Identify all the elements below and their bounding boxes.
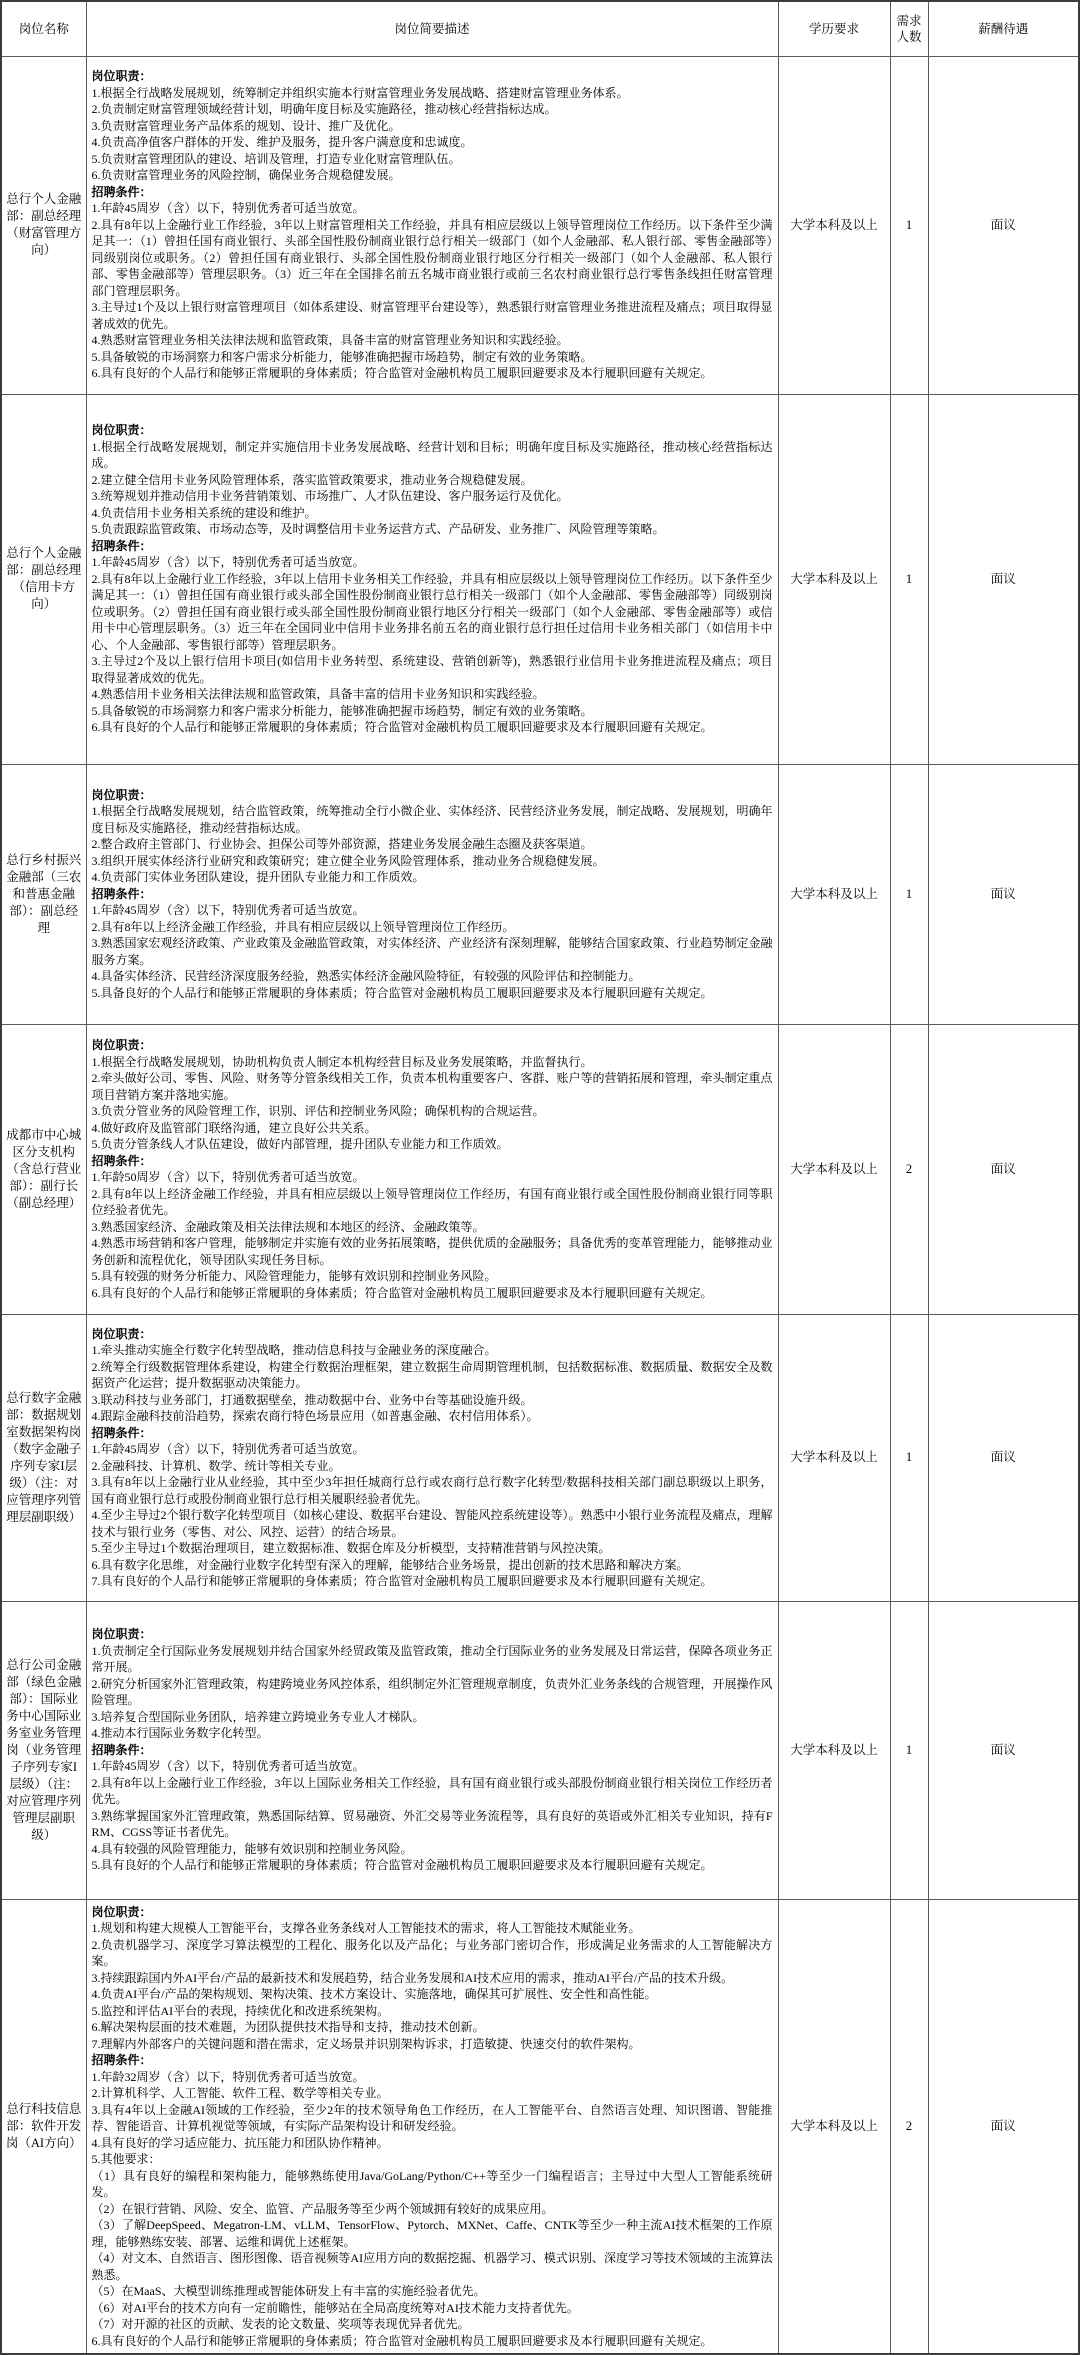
job-name-cell: 总行个人金融部：副总经理（信用卡方向） xyxy=(1,394,86,764)
description-line: （6）对AI平台的技术方向有一定前瞻性，能够站在全局高度统筹对AI技术能力支持者优先。 xyxy=(91,2300,579,2315)
job-description-cell xyxy=(86,1601,778,1899)
description-line: （3）了解DeepSpeed、Megatron-LM、vLLM、TensorFlow、Pytorch、MXNet、Caffe、CNTK等至少一种主流AI技术框架的工作原理，能够熟练安装、部署、运维和调优上述框架。 xyxy=(91,2218,773,2249)
description-line: 4.具备实体经济、民营经济深度服务经验，熟悉实体经济金融风险特征，有较强的风险评估和控制能力。 xyxy=(91,969,641,984)
description-line: 1.规划和构建大规模人工智能平台，支撑各业务条线对人工智能技术的需求，将人工智能技术赋能业务。 xyxy=(91,1921,641,1935)
salary-cell: 面议 xyxy=(928,56,1079,394)
description-line: 5.负责财富管理团队的建设、培训及管理，打造专业化财富管理队伍。 xyxy=(91,151,461,166)
education-cell: 大学本科及以上 xyxy=(778,1899,890,2354)
description-line: 4.做好政府及监管部门联络沟通，建立良好公共关系。 xyxy=(91,1120,377,1135)
table-row xyxy=(1,1601,1079,1899)
description-line: 1.年龄50周岁（含）以下，特别优秀者可适当放宽。 xyxy=(91,1170,365,1184)
description-line: 4.推动本行国际业务数字化转型。 xyxy=(91,1726,269,1741)
job-description-cell xyxy=(86,1899,778,2354)
job-description-cell xyxy=(86,1024,778,1314)
description-line: 2.研究分析国家外汇管理政策，构建跨境业务风控体系，组织制定外汇管理规章制度，负责外汇业务条线的合规管理，开展操作风险管理。 xyxy=(91,1676,773,1708)
job-name-cell: 总行个人金融部：副总经理（财富管理方向） xyxy=(1,56,86,394)
table-row xyxy=(1,1899,1079,2354)
description-line: 2.具有8年以上经济金融工作经验，并具有相应层级以上领导管理岗位工作经历。 xyxy=(91,919,515,934)
job-description-cell xyxy=(86,764,778,1024)
description-line: 6.具有良好的个人品行和能够正常履职的身体素质；符合监管对金融机构员工履职回避要求及本行履职回避有关规定。 xyxy=(91,2333,713,2348)
description-line: 1.负责制定全行国际业务发展规划并结合国家外经贸政策及监管政策，推动全行国际业务的业务发展及日常运营，保障各项业务正常开展。 xyxy=(91,1643,773,1675)
description-line: 3.具有4年以上金融AI领域的工作经验，至少2年的技术领导角色工作经历，在人工智能平台、自然语言处理、知识图谱、智能推荐、智能语音、计算机视觉等领域，有实际产品架构设计和研发经验。 xyxy=(91,2102,773,2133)
education-cell: 大学本科及以上 xyxy=(778,764,890,1024)
salary-cell: 面议 xyxy=(928,394,1079,764)
header-education: 学历要求 xyxy=(778,1,890,56)
description-line: 2.负责制定财富管理领域经营计划，明确年度目标及实施路径，推动核心经营指标达成。 xyxy=(91,102,557,117)
header-position-name: 岗位名称 xyxy=(1,1,86,56)
description-line: 2.建立健全信用卡业务风险管理体系，落实监管政策要求，推动业务合规稳健发展。 xyxy=(91,472,533,487)
job-name-cell: 总行数字金融部：数据规划室数据架构岗（数字金融子序列专家I层级）（注：对应管理序列管理层副职级） xyxy=(1,1314,86,1601)
description-line: 5.至少主导过1个数据治理项目，建立数据标准、数据仓库及分析模型，支持精准营销与风控决策。 xyxy=(91,1541,611,1555)
description-line: 4.负责高净值客户群体的开发、维护及服务，提升客户满意度和忠诚度。 xyxy=(91,135,473,150)
education-cell: 大学本科及以上 xyxy=(778,1601,890,1899)
description-line: 3.培养复合型国际业务团队，培养建立跨境业务专业人才梯队。 xyxy=(91,1709,425,1724)
description-line: 2.统筹全行级数据管理体系建设，构建全行数据治理框架，建立数据生命周期管理机制，包括数据标准、数据质量、数据安全及数据资产化运营；提升数据驱动决策能力。 xyxy=(91,1359,773,1390)
section-label: 岗位职责： xyxy=(91,1326,152,1341)
description-line: 3.组织开展实体经济行业研究和政策研究；建立健全业务风险管理体系，推动业务合规稳健发展。 xyxy=(91,853,605,868)
description-line: 6.负责财富管理业务的风险控制，确保业务合规稳健发展。 xyxy=(91,168,401,183)
job-table-body xyxy=(1,56,1079,2354)
table-row xyxy=(1,1024,1079,1314)
description-line: 5.其他要求： xyxy=(91,2152,161,2166)
salary-cell: 面议 xyxy=(928,1024,1079,1314)
description-line: 1.年龄45周岁（含）以下，特别优秀者可适当放宽。 xyxy=(91,201,365,216)
description-line: 6.具有良好的个人品行和能够正常履职的身体素质；符合监管对金融机构员工履职回避要求及本行履职回避有关规定。 xyxy=(91,366,713,381)
description-line: 4.熟悉信用卡业务相关法律法规和监管政策，具备丰富的信用卡业务知识和实践经验。 xyxy=(91,687,545,702)
description-line: 4.负责AI平台/产品的架构规划、架构决策、技术方案设计、实施落地，确保其可扩展性、安全性和高性能。 xyxy=(91,1987,657,2001)
section-label: 岗位职责： xyxy=(91,69,152,84)
description-line: 5.负责分管条线人才队伍建设，做好内部管理，提升团队专业能力和工作质效。 xyxy=(91,1137,509,1151)
job-description-cell xyxy=(86,1314,778,1601)
education-cell: 大学本科及以上 xyxy=(778,394,890,764)
job-name-cell: 总行乡村振兴金融部（三农和普惠金融部）：副总经理 xyxy=(1,764,86,1024)
description-line: （2）在银行营销、风险、安全、监管、产品服务等至少两个领域拥有较好的成果应用。 xyxy=(91,2201,554,2216)
job-name-cell: 总行公司金融部（绿色金融部）：国际业务中心国际业务室业务管理岗（业务管理子序列专家I层级）（注：对应管理序列管理层副职级） xyxy=(1,1601,86,1899)
description-line: 5.具备良好的个人品行和能够正常履职的身体素质；符合监管对金融机构员工履职回避要求及本行履职回避有关规定。 xyxy=(91,985,713,1000)
description-line: 3.统筹规划并推动信用卡业务营销策划、市场推广、人才队伍建设、客户服务运行及优化。 xyxy=(91,489,569,504)
salary-cell: 面议 xyxy=(928,1601,1079,1899)
description-line: 4.至少主导过2个银行数字化转型项目（如核心建设、数据平台建设、智能风控系统建设等）。熟悉中小银行业务流程及痛点，理解技术与银行业务（零售、对公、风控、运营）的结合场景。 xyxy=(91,1508,773,1539)
section-label: 岗位职责： xyxy=(91,1627,152,1642)
table-row xyxy=(1,764,1079,1024)
description-line: 3.熟悉国家宏观经济政策、产业政策及金融监管政策，对实体经济、产业经济有深刻理解，能够结合国家政策、行业趋势制定金融服务方案。 xyxy=(91,936,773,967)
description-line: 1.根据全行战略发展规划，结合监管政策，统筹推动全行小微企业、实体经济、民营经济业务发展，制定战略、发展规划，明确年度目标及实施路径，推动经营指标达成。 xyxy=(91,804,773,835)
description-line: 5.具备敏锐的市场洞察力和客户需求分析能力，能够准确把握市场趋势，制定有效的业务策略。 xyxy=(91,349,593,364)
salary-cell: 面议 xyxy=(928,1314,1079,1601)
section-label: 招聘条件： xyxy=(91,1153,152,1168)
description-line: 5.监控和评估AI平台的表现，持续优化和改进系统架构。 xyxy=(91,2003,390,2018)
description-line: 2.具有8年以上金融行业工作经验，3年以上财富管理相关工作经验，并具有相应层级以上领导管理岗位工作经历。以下条件至少满足其一：（1）曾担任国有商业银行、头部全国性股份制商业银行总行相关一级部门（如个人金融部、私人银行部、零售金融部等）同级别岗位或职务。（2）曾担任国有商业银行、头部全国性股份制商业银行地区分行相关一级部门（如个人金融部、私人银行部、零售金融部等）管理层职务。（3）近三年在全国排名前五名城市商业银行或前三名农村商业银行总行零售条线担任财富管理部门管理层职务。 xyxy=(91,217,773,298)
description-line: （5）在MaaS、大模型训练推理或智能体研发上有丰富的实施经验者优先。 xyxy=(91,2284,486,2298)
section-label: 岗位职责： xyxy=(91,1038,152,1052)
description-line: 3.具有8年以上金融行业从业经验，其中至少3年担任城商行总行或农商行总行数字化转型/数据科技相关部门副总职级以上职务，国有商业银行总行或股份制商业银行总行相关履职经验者优先。 xyxy=(91,1475,773,1506)
description-line: 3.熟悉国家经济、金融政策及相关法律法规和本地区的经济、金融政策等。 xyxy=(91,1219,485,1234)
job-description-cell xyxy=(86,56,778,394)
description-line: 1.根据全行战略发展规划，协助机构负责人制定本机构经营目标及业务发展策略，并监督执行。 xyxy=(91,1054,593,1069)
education-cell: 大学本科及以上 xyxy=(778,1024,890,1314)
description-line: 1.牵头推动实施全行数字化转型战略，推动信息科技与金融业务的深度融合。 xyxy=(91,1343,497,1357)
description-line: 5.具备敏锐的市场洞察力和客户需求分析能力，能够准确把握市场趋势，制定有效的业务策略。 xyxy=(91,703,593,718)
job-description-cell xyxy=(86,394,778,764)
description-line: 7.具有良好的个人品行和能够正常履职的身体素质；符合监管对金融机构员工履职回避要求及本行履职回避有关规定。 xyxy=(91,1574,713,1588)
description-line: 5.负责跟踪监管政策、市场动态等，及时调整信用卡业务运营方式、产品研发、业务推广、风险管理等策略。 xyxy=(91,522,665,537)
table-row xyxy=(1,1314,1079,1601)
header-headcount: 需求人数 xyxy=(890,1,928,56)
description-line: 3.联动科技与业务部门，打通数据壁垒，推动数据中台、业务中台等基础设施升级。 xyxy=(91,1392,533,1407)
description-line: 3.持续跟踪国内外AI平台/产品的最新技术和发展趋势，结合业务发展和AI技术应用的需求，推动AI平台/产品的技术升级。 xyxy=(91,1970,734,1985)
description-line: （7）对开源的社区的贡献、发表的论文数量、奖项等表现优异者优先。 xyxy=(91,2317,470,2331)
headcount-cell: 1 xyxy=(890,56,928,394)
description-line: 3.负责财富管理业务产品体系的规划、设计、推广及优化。 xyxy=(91,118,401,133)
table-row xyxy=(1,394,1079,764)
description-line: 6.具有数字化思维，对金融行业数字化转型有深入的理解，能够结合业务场景，提出创新的技术思路和解决方案。 xyxy=(91,1557,689,1572)
description-line: 5.具有较强的财务分析能力、风险管理能力，能够有效识别和控制业务风险。 xyxy=(91,1269,497,1283)
education-cell: 大学本科及以上 xyxy=(778,1314,890,1601)
description-line: （4）对文本、自然语言、图形图像、语音视频等AI应用方向的数据挖掘、机器学习、模式识别、深度学习等技术领域的主流算法熟悉。 xyxy=(91,2251,773,2282)
header-row xyxy=(1,1,1079,56)
description-line: 2.具有8年以上金融行业工作经验，3年以上信用卡业务相关工作经验，并具有相应层级以上领导管理岗位工作经历。以下条件至少满足其一：（1）曾担任国有商业银行或头部全国性股份制商业银行总行相关一级部门（如个人金融部、零售金融部等）同级别岗位或职务。（2）曾担任国有商业银行或头部全国性股份制商业银行地区分行相关一级部门（如个人金融部、零售金融部等）或信用卡中心管理层职务。（3）近三年在全国同业中信用卡业务排名前五名的商业银行总行担任过信用卡业务相关部门（如信用卡中心、个人金融部、零售银行部等）管理层职务。 xyxy=(91,571,773,652)
description-line: 1.年龄45周岁（含）以下，特别优秀者可适当放宽。 xyxy=(91,903,365,918)
headcount-cell: 2 xyxy=(890,1024,928,1314)
section-label: 招聘条件： xyxy=(91,886,152,901)
description-line: 3.主导过2个及以上银行信用卡项目(如信用卡业务转型、系统建设、营销创新等)，熟悉银行业信用卡业务推进流程及痛点；项目取得显著成效的优先。 xyxy=(91,654,773,685)
section-label: 招聘条件： xyxy=(91,538,152,553)
description-line: （1）具有良好的编程和架构能力，能够熟练使用Java/GoLang/Python/C++等至少一门编程语言；主导过中大型人工智能系统研发。 xyxy=(91,2168,773,2199)
section-label: 岗位职责： xyxy=(91,787,152,802)
headcount-cell: 1 xyxy=(890,394,928,764)
salary-cell: 面议 xyxy=(928,764,1079,1024)
description-line: 1.年龄32周岁（含）以下，特别优秀者可适当放宽。 xyxy=(91,2069,365,2084)
section-label: 岗位职责： xyxy=(91,1904,152,1919)
description-line: 4.跟踪金融科技前沿趋势，探索农商行特色场景应用（如普惠金融、农村信用体系）。 xyxy=(91,1409,539,1423)
description-line: 4.熟悉市场营销和客户管理，能够制定并实施有效的业务拓展策略，提供优质的金融服务；具备优秀的变革管理能力，能够推动业务创新和流程优化，领导团队实现任务目标。 xyxy=(91,1236,773,1267)
description-line: 3.熟练掌握国家外汇管理政策，熟悉国际结算、贸易融资、外汇交易等业务流程等，具有良好的英语或外汇相关专业知识，持有FRM、CGSS等证书者优先。 xyxy=(91,1808,773,1840)
description-line: 6.具有良好的个人品行和能够正常履职的身体素质；符合监管对金融机构员工履职回避要求及本行履职回避有关规定。 xyxy=(91,1285,713,1300)
description-line: 2.整合政府主管部门、行业协会、担保公司等外部资源，搭建业务发展金融生态圈及获客渠道。 xyxy=(91,837,593,852)
description-line: 4.具有良好的学习适应能力、抗压能力和团队协作精神。 xyxy=(91,2135,389,2150)
job-name-cell: 总行科技信息部：软件开发岗（AI方向） xyxy=(1,1899,86,2354)
description-line: 4.负责信用卡业务相关系统的建设和维护。 xyxy=(91,505,317,520)
header-salary: 薪酬待遇 xyxy=(928,1,1079,56)
section-label: 招聘条件： xyxy=(91,2053,152,2067)
salary-cell: 面议 xyxy=(928,1899,1079,2354)
headcount-cell: 1 xyxy=(890,1601,928,1899)
section-label: 招聘条件： xyxy=(91,1425,152,1440)
description-line: 2.牵头做好公司、零售、风险、财务等分管条线相关工作，负责本机构重要客户、客群、账户等的营销拓展和管理，牵头制定重点项目营销方案并落地实施。 xyxy=(91,1071,773,1102)
description-line: 7.理解内外部客户的关键问题和潜在需求，定义场景并识别架构诉求，打造敏捷、快速交付的软件架构。 xyxy=(91,2036,641,2051)
description-line: 2.负责机器学习、深度学习算法模型的工程化、服务化以及产品化；与业务部门密切合作，形成满足业务需求的人工智能解决方案。 xyxy=(91,1937,773,1968)
description-line: 2.具有8年以上金融行业工作经验，3年以上国际业务相关工作经验，具有国有商业银行或头部股份制商业银行相关岗位工作经历者优先。 xyxy=(91,1775,773,1807)
description-line: 2.计算机科学、人工智能、软件工程、数学等相关专业。 xyxy=(91,2086,389,2100)
description-line: 4.熟悉财富管理业务相关法律法规和监管政策，具备丰富的财富管理业务知识和实践经验。 xyxy=(91,333,569,348)
description-line: 1.年龄45周岁（含）以下，特别优秀者可适当放宽。 xyxy=(91,555,365,570)
description-line: 2.金融科技、计算机、数学、统计等相关专业。 xyxy=(91,1458,341,1473)
description-line: 3.负责分管业务的风险管理工作，识别、评估和控制业务风险；确保机构的合规运营。 xyxy=(91,1104,545,1118)
section-label: 招聘条件： xyxy=(91,1742,152,1757)
description-line: 1.根据全行战略发展规划，统筹制定并组织实施本行财富管理业务发展战略、搭建财富管理业务体系。 xyxy=(91,85,629,100)
headcount-cell: 1 xyxy=(890,1314,928,1601)
header-position-description: 岗位简要描述 xyxy=(86,1,778,56)
section-label: 招聘条件： xyxy=(91,184,152,199)
table-row xyxy=(1,56,1079,394)
description-line: 6.具有良好的个人品行和能够正常履职的身体素质；符合监管对金融机构员工履职回避要求及本行履职回避有关规定。 xyxy=(91,720,713,735)
description-line: 3.主导过1个及以上银行财富管理项目（如体系建设、财富管理平台建设等），熟悉银行财富管理业务推进流程及痛点；项目取得显著成效的优先。 xyxy=(91,300,773,331)
description-line: 4.具有较强的风险管理能力，能够有效识别和控制业务风险。 xyxy=(91,1841,413,1856)
description-line: 1.年龄45周岁（含）以下，特别优秀者可适当放宽。 xyxy=(91,1759,365,1774)
education-cell: 大学本科及以上 xyxy=(778,56,890,394)
headcount-cell: 2 xyxy=(890,1899,928,2354)
description-line: 5.具有良好的个人品行和能够正常履职的身体素质；符合监管对金融机构员工履职回避要求及本行履职回避有关规定。 xyxy=(91,1858,713,1873)
description-line: 1.年龄45周岁（含）以下，特别优秀者可适当放宽。 xyxy=(91,1442,365,1456)
job-name-cell: 成都市中心城区分支机构（含总行营业部）：副行长（副总经理） xyxy=(1,1024,86,1314)
description-line: 4.负责部门实体业务团队建设，提升团队专业能力和工作质效。 xyxy=(91,870,425,885)
description-line: 1.根据全行战略发展规划，制定并实施信用卡业务发展战略、经营计划和目标；明确年度目标及实施路径，推动核心经营指标达成。 xyxy=(91,439,773,471)
description-line: 2.具有8年以上经济金融工作经验，并具有相应层级以上领导管理岗位工作经历，有国有商业银行或全国性股份制商业银行同等职位经验者优先。 xyxy=(91,1186,773,1217)
description-line: 6.解决架构层面的技术难题，为团队提供技术指导和支持，推动技术创新。 xyxy=(91,2020,485,2034)
headcount-cell: 1 xyxy=(890,764,928,1024)
section-label: 岗位职责： xyxy=(91,423,152,438)
